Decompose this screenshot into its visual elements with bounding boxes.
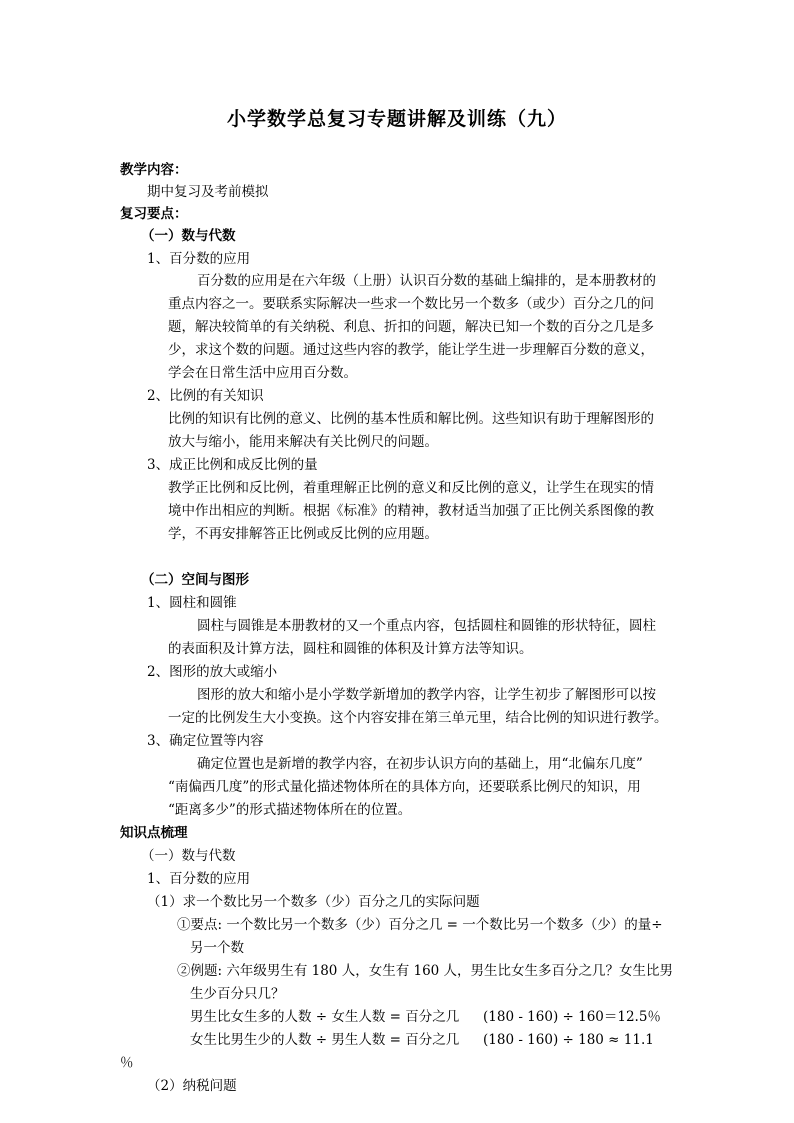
point-line: 另一个数: [190, 940, 244, 956]
review-part1-heading: （一）数与代数: [141, 228, 236, 244]
review-part1-item1-title: 1、百分数的应用: [147, 251, 251, 267]
review-points-heading: 复习要点：: [120, 206, 188, 222]
paragraph-line: “距离多少”的形式描述物体所在的位置。: [168, 802, 412, 818]
paragraph-line: 比例的知识有比例的意义、比例的基本性质和解比例。这些知识有助于理解图形的: [168, 411, 654, 427]
knowledge-item1-title: 1、百分数的应用: [147, 871, 251, 887]
point-line: ①要点: 一个数比另一个数多（少）百分之几 = 一个数比另一个数多（少）的量÷: [177, 917, 663, 933]
paragraph-line: 重点内容之一。要联系实际解决一些求一个数比另一个数多（或少）百分之几的问: [168, 296, 654, 312]
formula-line: 男生比女生多的人数 ÷ 女生人数 = 百分之几: [190, 1009, 460, 1025]
example-line: 生少百分只几？: [190, 986, 285, 1002]
paragraph-line: 确定位置也是新增的教学内容，在初步认识方向的基础上，用“北偏东几度”: [197, 756, 643, 772]
paragraph-line: 少，求这个数的问题。通过这些内容的教学，能让学生进一步理解百分数的意义，: [168, 342, 654, 358]
paragraph-line: 放大与缩小，能用来解决有关比例尺的问题。: [168, 434, 438, 450]
paragraph-line: 境中作出相应的判断。根据《标准》的精神，教材适当加强了正比例关系图像的教: [168, 503, 654, 519]
teaching-content-heading: 教学内容：: [120, 162, 188, 178]
paragraph-line: 圆柱与圆锥是本册教材的又一个重点内容，包括圆柱和圆锥的形状特征，圆柱: [197, 618, 656, 634]
paragraph-line: 题，解决较简单的有关纳税、利息、折扣的问题，解决已知一个数的百分之几是多: [168, 319, 654, 335]
calc-line-tail: ％: [120, 1055, 134, 1071]
review-part1-item3-title: 3、成正比例和成反比例的量: [147, 457, 318, 473]
example-line: ②例题: 六年级男生有 180 人，女生有 160 人，男生比女生多百分之几？女生比男: [177, 963, 674, 979]
calc-line: (180 - 160) ÷ 160＝12.5％: [483, 1009, 661, 1025]
teaching-content-text: 期中复习及考前模拟: [147, 184, 269, 200]
knowledge-sub2-title: （2）纳税问题: [147, 1078, 237, 1094]
formula-line: 女生比男生少的人数 ÷ 男生人数 = 百分之几: [190, 1032, 460, 1048]
paragraph-line: 图形的放大和缩小是小学数学新增加的教学内容，让学生初步了解图形可以按: [197, 687, 656, 703]
review-part2-item3-title: 3、确定位置等内容: [147, 733, 264, 749]
paragraph-line: 教学正比例和反比例，着重理解正比例的意义和反比例的意义，让学生在现实的情: [168, 480, 654, 496]
paragraph-line: 学，不再安排解答正比例或反比例的应用题。: [168, 526, 438, 542]
paragraph-line: 一定的比例发生大小变换。这个内容安排在第三单元里，结合比例的知识进行教学。: [168, 710, 668, 726]
paragraph-line: 学会在日常生活中应用百分数。: [168, 365, 357, 381]
paragraph-line: 百分数的应用是在六年级（上册）认识百分数的基础上编排的，是本册教材的: [197, 273, 656, 289]
review-part2-item1-title: 1、圆柱和圆锥: [147, 595, 237, 611]
knowledge-heading: 知识点梳理: [120, 825, 188, 841]
paragraph-line: “南偏西几度”的形式量化描述物体所在的具体方向，还要联系比例尺的知识，用: [168, 779, 641, 795]
review-part2-item2-title: 2、图形的放大或缩小: [147, 664, 278, 680]
paragraph-line: 的表面积及计算方法，圆柱和圆锥的体积及计算方法等知识。: [168, 641, 533, 657]
review-part2-heading: （二）空间与图形: [141, 572, 249, 588]
knowledge-part1-heading: （一）数与代数: [141, 848, 236, 864]
page-title: 小学数学总复习专题讲解及训练（九）: [226, 108, 567, 130]
calc-line: (180 - 160) ÷ 180 ≈ 11.1: [483, 1032, 654, 1048]
review-part1-item2-title: 2、比例的有关知识: [147, 388, 264, 404]
knowledge-sub1-title: （1）求一个数比另一个数多（少）百分之几的实际问题: [147, 894, 480, 910]
